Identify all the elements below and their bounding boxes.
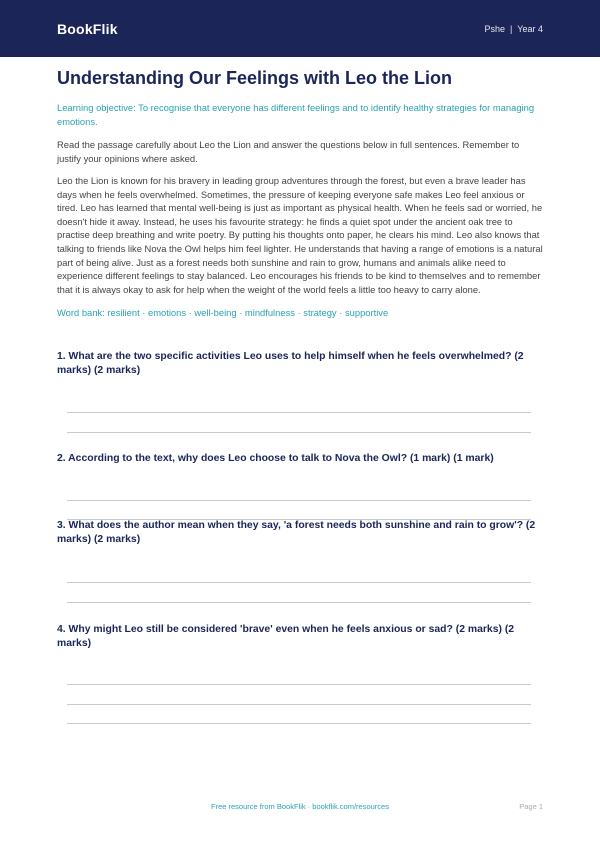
instructions: Read the passage carefully about Leo the Lion and answer the questions below in full sentences. Remember to justify your opinions where asked. — [57, 139, 520, 164]
questions-section — [57, 0, 543, 848]
year-label: Year 4 — [517, 23, 543, 34]
word-bank: Word bank: resilient · emotions · well-being · mindfulness · strategy · supportive — [57, 307, 389, 319]
answer-line[interactable] — [67, 500, 531, 501]
answer-line[interactable] — [67, 684, 531, 685]
answer-line[interactable] — [67, 582, 531, 583]
brand-logo-text: BookFlik — [57, 20, 118, 37]
question-3: 3. What does the author mean when they say, 'a forest needs both sunshine and rain to grow'? (2 marks) (2 marks) — [57, 520, 536, 545]
learning-objective: Learning objective: To recognise that everyone has different feelings and to identify healthy strategies for managing emotions. — [57, 102, 535, 127]
question-2: 2. According to the text, why does Leo choose to talk to Nova the Owl? (1 mark) (1 mark) — [57, 453, 494, 464]
question-4: 4. Why might Leo still be considered 'brave' even when he feels anxious or sad? (2 marks) (2 marks) — [57, 624, 515, 649]
answer-line[interactable] — [67, 432, 531, 433]
subject-label: Pshe — [484, 23, 505, 34]
question-1: 1. What are the two specific activities Leo uses to help himself when he feels overwhelmed? (2 marks) (2 marks) — [57, 351, 524, 376]
page-number: Page 1 — [519, 802, 543, 811]
answer-line[interactable] — [67, 602, 531, 603]
reading-passage: Leo the Lion is known for his bravery in leading group adventures through the forest, but even a brave leader has days when he feels overwhelmed. Sometimes, the pressure of keeping everyone safe makes Leo feel anxious or tired. Leo has learned that mental well-being is just as important as physical health. When he feels sad or worried, he doesn't hide it away. Instead, he uses his favourite strategy: he finds a quiet spot under the ancient oak tree to practise deep breathing and write poetry. By putting his thoughts onto paper, he clears his mind. Leo also knows that talking to friends like Nova the Owl helps him feel lighter. He understands that having a range of emotions is a natural part of being alive. Just as a forest needs both sunshine and rain to grow, humans and animals alike need to experience different feelings to stay balanced. Leo encourages his friends to be kind to themselves and to remember that it is always okay to ask for help when the weight of the world feels a little too heavy to carry alone. — [57, 175, 543, 295]
page-title: Understanding Our Feelings with Leo the Lion — [57, 68, 453, 88]
page-footer — [0, 802, 600, 814]
answer-line[interactable] — [67, 704, 531, 705]
meta-separator: | — [509, 23, 513, 34]
answer-line[interactable] — [67, 412, 531, 413]
answer-line[interactable] — [67, 723, 531, 724]
footer-credit[interactable]: Free resource from BookFlik · bookflik.com/resources — [211, 802, 389, 811]
